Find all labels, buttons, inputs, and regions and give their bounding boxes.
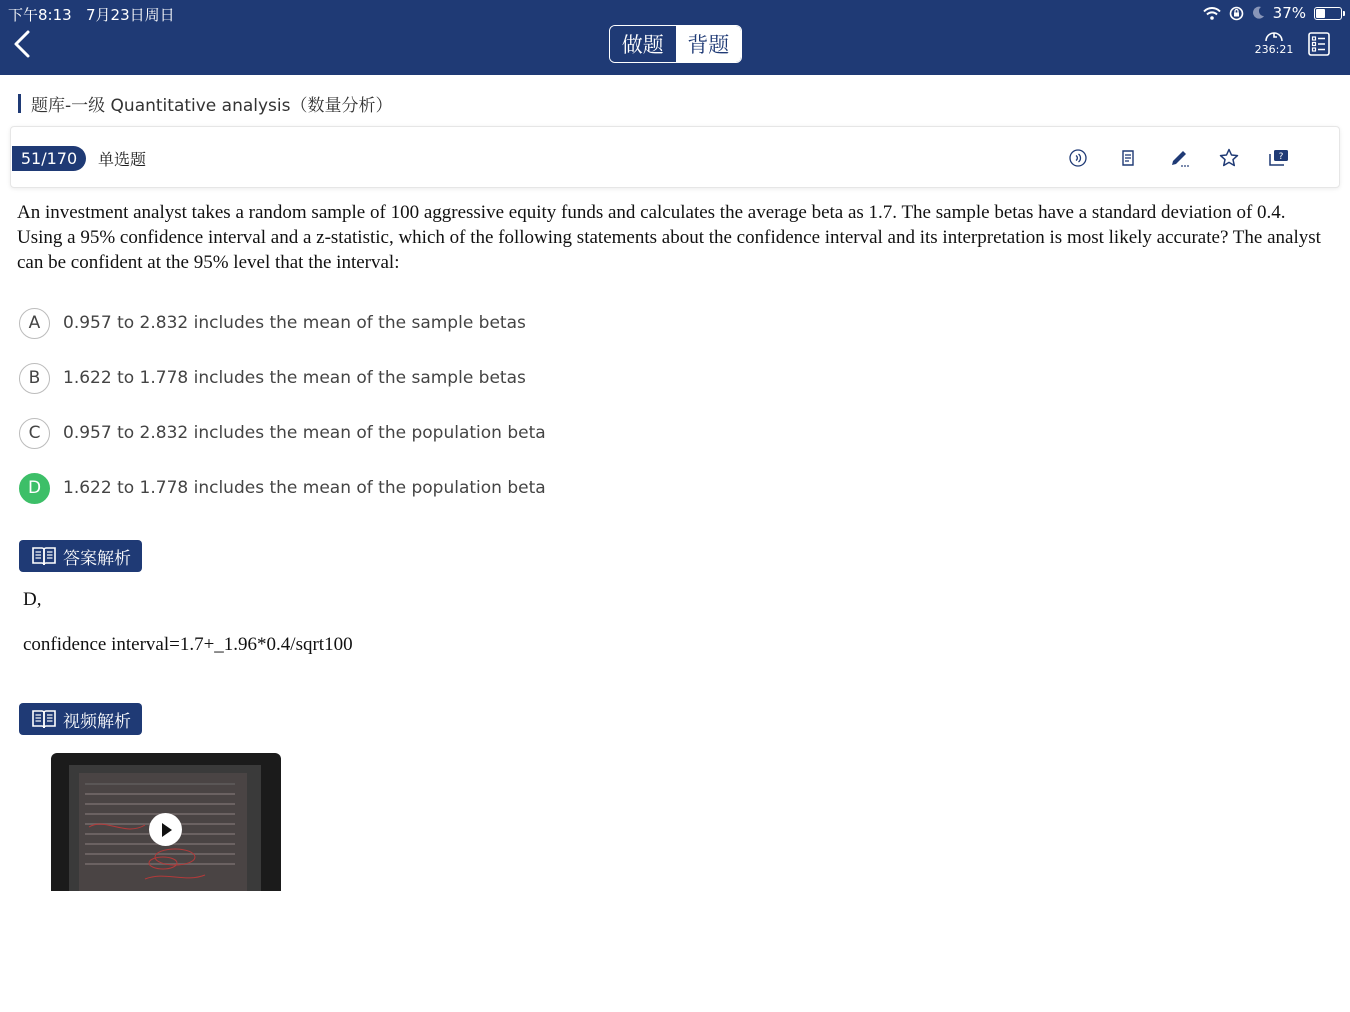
answer-explanation: confidence interval=1.7+_1.96*0.4/sqrt100 xyxy=(23,634,353,655)
option-a[interactable] xyxy=(19,307,526,339)
option-b[interactable] xyxy=(19,362,526,394)
option-letter: C xyxy=(19,418,50,449)
battery-percent: 37% xyxy=(1272,4,1306,22)
svg-text:?: ? xyxy=(1278,152,1284,162)
question-text: An investment analyst takes a random sample of 100 aggressive equity funds and calculates the average beta as 1.7. The sample betas have a standard deviation of 0.4. Using a 95% confidence interval and a z-statistic, which of the following statements about the confidence interval and its interpretation is most likely accurate? The analyst can be confident at the 95% level that the interval: xyxy=(17,202,1321,273)
tab-practice[interactable]: 做题 xyxy=(610,26,676,62)
status-time: 下午8:13 xyxy=(8,6,72,24)
audio-icon[interactable] xyxy=(1066,146,1090,170)
star-icon[interactable] xyxy=(1217,146,1241,170)
status-bar-right xyxy=(1203,4,1342,22)
answer-letter: D, xyxy=(23,589,42,610)
breadcrumb xyxy=(18,92,393,114)
timer-icon xyxy=(1264,28,1284,42)
video-analysis-tag xyxy=(19,703,142,735)
status-date: 7月23日周日 xyxy=(86,6,175,24)
video-analysis-title: 视频解析 xyxy=(63,711,131,732)
breadcrumb-accent xyxy=(18,94,21,113)
tab-memorize[interactable]: 背题 xyxy=(676,26,742,62)
thumbnail-line xyxy=(85,793,235,795)
question-toolbar xyxy=(10,126,1340,188)
option-c[interactable] xyxy=(19,417,546,449)
option-text: 1.622 to 1.778 includes the mean of the population beta xyxy=(63,478,546,498)
option-letter: B xyxy=(19,363,50,394)
mode-switch xyxy=(609,25,742,63)
book-icon xyxy=(31,545,57,567)
play-icon xyxy=(159,822,173,838)
thumbnail-line xyxy=(85,803,235,805)
option-d[interactable] xyxy=(19,472,546,504)
option-text: 1.622 to 1.778 includes the mean of the sample betas xyxy=(63,368,526,388)
thumbnail-line xyxy=(85,783,235,785)
top-nav-bar xyxy=(0,0,1350,75)
wifi-icon xyxy=(1203,7,1221,20)
option-text: 0.957 to 2.832 includes the mean of the population beta xyxy=(63,423,546,443)
question-progress-badge: 51/170 xyxy=(12,146,86,171)
note-icon[interactable] xyxy=(1116,146,1140,170)
back-arrow-icon[interactable] xyxy=(10,28,36,60)
video-player[interactable] xyxy=(51,753,281,891)
battery-icon xyxy=(1314,7,1342,20)
moon-icon xyxy=(1252,6,1265,20)
breadcrumb-text: 题库-一级 Quantitative analysis（数量分析） xyxy=(31,95,393,116)
timer-value: 236:21 xyxy=(1254,43,1294,56)
orientation-lock-icon xyxy=(1229,6,1244,21)
play-button[interactable] xyxy=(149,813,182,846)
answer-analysis-tag xyxy=(19,540,142,572)
answer-sheet-icon[interactable] xyxy=(1308,32,1330,56)
question-feedback-icon[interactable] xyxy=(1267,146,1291,170)
answer-analysis-title: 答案解析 xyxy=(63,548,131,569)
question-type: 单选题 xyxy=(98,150,147,169)
status-bar-left xyxy=(8,4,175,25)
option-letter: A xyxy=(19,308,50,339)
option-text: 0.957 to 2.832 includes the mean of the sample betas xyxy=(63,313,526,333)
timer[interactable] xyxy=(1254,28,1294,56)
book-icon xyxy=(31,708,57,730)
pencil-icon[interactable] xyxy=(1167,146,1191,170)
option-letter-correct: D xyxy=(19,473,50,504)
